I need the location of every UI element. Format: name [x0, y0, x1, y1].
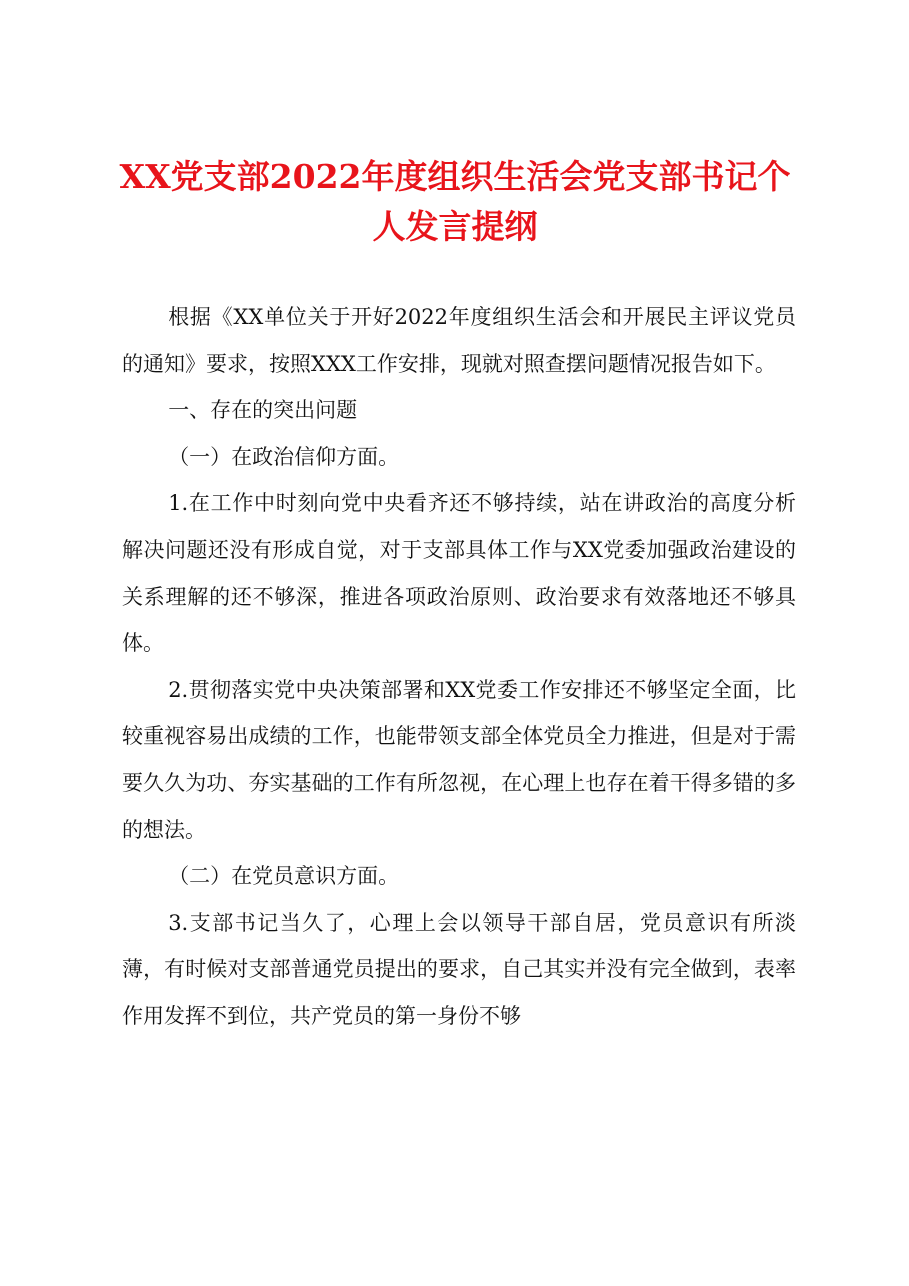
paragraph-item-2: 2.贯彻落实党中央决策部署和XX党委工作安排还不够坚定全面，比较重视容易出成绩的工作，也能带领支部全体党员全力推进，但是对于需要久久为功、夯实基础的工作有所忽视，在心理上也存在着干得多错的多的想法。	[122, 677, 796, 842]
section-heading-problems: 一、存在的突出问题	[168, 398, 358, 423]
intro-paragraph: 根据《XX单位关于开好2022年度组织生活会和开展民主评议党员的通知》要求，按照XXX工作安排，现就对照查摆问题情况报告如下。	[122, 305, 796, 376]
document-title: XX党支部2022年度组织生活会党支部书记个人发言提纲	[119, 157, 791, 246]
subsection-heading-political-belief: （一）在政治信仰方面。	[168, 444, 400, 469]
paragraph-item-3: 3.支部书记当久了，心理上会以领导干部自居，党员意识有所淡薄，有时候对支部普通党员提出的要求，自己其实并没有完全做到，表率作用发挥不到位，共产党员的第一身份不够	[122, 910, 796, 1028]
subsection-heading-party-awareness: （二）在党员意识方面。	[168, 864, 400, 889]
document-body	[122, 294, 796, 1040]
paragraph-item-1: 1.在工作中时刻向党中央看齐还不够持续，站在讲政治的高度分析解决问题还没有形成自觉，对于支部具体工作与XX党委加强政治建设的关系理解的还不够深，推进各项政治原则、政治要求有效落地还不够具体。	[122, 491, 796, 656]
